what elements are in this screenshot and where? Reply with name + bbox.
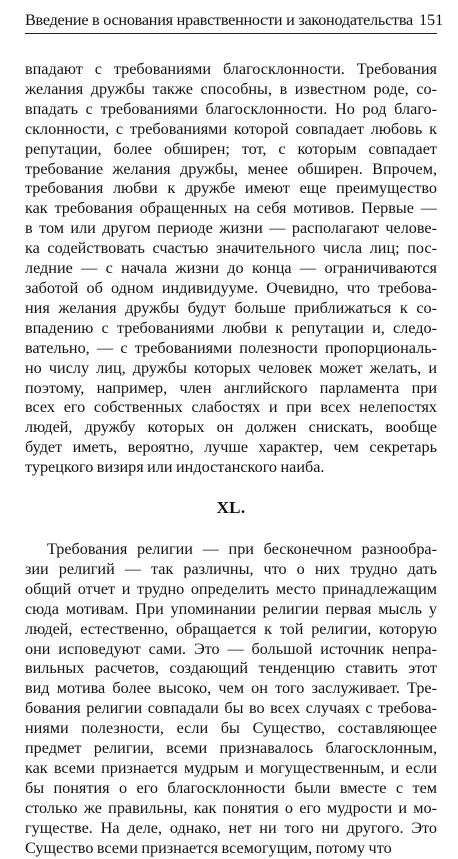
text-line: заботой об одном индивидууме. Очевидно, что требова- [25, 278, 437, 297]
body-text [25, 60, 437, 859]
text-line: Требования религии — при бесконечном разнообра- [47, 540, 437, 559]
text-line: сюда мотивам. При упоминании религии первая мысль у [25, 599, 437, 618]
text-line: ния желания дружбы будут больше приближаться к со- [25, 298, 437, 317]
text-line: ка содействовать счастью значительного числа лиц; пос- [25, 239, 437, 258]
text-line: репутации, более обширен; тот, с которым совпадает [25, 139, 437, 158]
paragraph [25, 540, 437, 859]
text-line: предмет религии, всеми признавалось благосклонным, [25, 739, 437, 758]
text-line: вательно, — с требованиями полезности пропорциональ- [25, 338, 437, 357]
text-line: впадению с требованиями любви к репутации и, следо- [25, 318, 437, 337]
page-number: 151 [418, 11, 444, 29]
running-header [25, 10, 444, 34]
text-line: они исповедуют сами. Это — большой источник непра- [25, 639, 437, 658]
text-line: поэтому, например, член английского парламента при [25, 378, 437, 397]
text-line: но числу лиц, дружбы которых человек может желать, и [25, 358, 437, 377]
text-line: требования любви к дружбе имеют еще преимущество [25, 179, 437, 198]
text-line: зии религий — так различны, что о них трудно дать [25, 559, 437, 578]
text-line: впадать с требованиями благосклонности. Но род благо- [25, 99, 437, 118]
text-line: желания дружбы также способны, в известном роде, со- [25, 79, 437, 98]
text-line: общий отчет и трудно определить место принадлежащим [25, 579, 437, 598]
running-header-title: Введение в основания нравственности и законодательства [25, 11, 413, 29]
text-line: людей, дружбу которых он должен снискать, вообще [25, 418, 437, 437]
text-line: турецкого визиря или индостанского наиба. [25, 458, 325, 477]
text-line: бования религии совпадали бы во всех случаях с требова- [25, 699, 437, 718]
text-line: в том или другом периоде жизни — располагают челове- [25, 219, 437, 238]
section-heading: XL. [216, 498, 246, 518]
text-line: будет иметь, вероятно, лучше характер, чем секретарь [25, 438, 437, 457]
text-line: требование желания дружбы, менее обширен. Впрочем, [25, 159, 437, 178]
text-line: вильных расчетов, создающий тенденцию ставить этот [25, 659, 437, 678]
text-line: всех его собственных слабостях и при всех нелепостях [25, 398, 437, 417]
text-line: ниями полезности, если бы Существо, составляющее [25, 719, 437, 738]
text-line: как требования обращенных на себя мотивов. Первые — [25, 199, 437, 218]
text-line: вид мотива более высоко, чем он того заслуживает. Тре- [25, 679, 437, 698]
text-line: гуществе. На деле, однако, нет ни того ни другого. Это [25, 818, 437, 837]
text-line: столько же правильны, как понятия о его мудрости и мо- [25, 798, 437, 817]
text-line: Существо всеми признается всемогущим, потому что [25, 838, 392, 857]
text-line: склонности, с требованиями которой совпадает любовь к [25, 119, 437, 138]
text-line: как всеми признается мудрым и могущественным, и если [25, 759, 437, 777]
text-line: впадают с требованиями благосклонности. Требования [25, 60, 437, 78]
paragraph [25, 60, 437, 478]
text-line: бы понятия о его благосклонности были вместе с тем [25, 778, 437, 797]
text-line: людей, естественно, обращается к той религии, которую [25, 619, 437, 638]
text-line: ледние — с начала жизни до конца — ограничиваются [25, 259, 437, 278]
